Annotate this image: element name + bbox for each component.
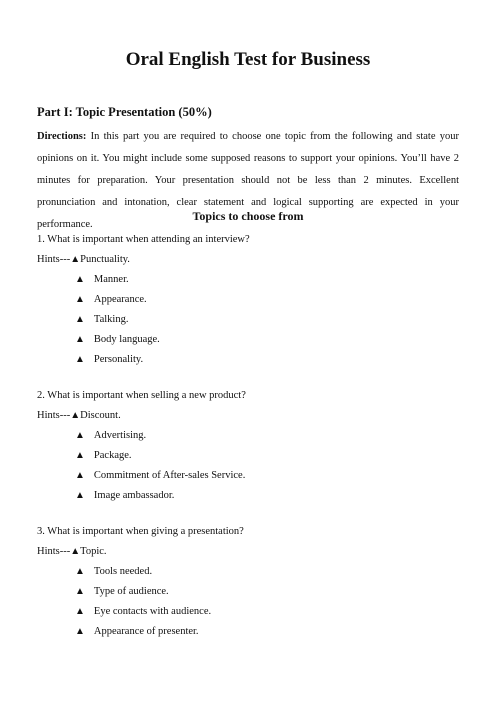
directions-label: Directions: — [37, 131, 87, 142]
hints-row — [37, 250, 467, 270]
triangle-bullet-icon: ▲ — [70, 410, 81, 421]
topics-heading: Topics to choose from — [192, 209, 304, 223]
hint-row — [37, 582, 467, 602]
topic-block — [37, 230, 467, 370]
hint-item: Punctuality. — [80, 254, 130, 265]
triangle-bullet-icon: ▲ — [75, 626, 85, 637]
hint-row — [37, 446, 467, 466]
hint-row — [37, 562, 467, 582]
hint-item: Topic. — [80, 546, 107, 557]
document-title: Oral English Test for Business — [125, 49, 371, 70]
triangle-bullet-icon: ▲ — [75, 450, 85, 461]
part-heading: Part I: Topic Presentation (50%) — [37, 105, 212, 119]
hints-row — [37, 406, 467, 426]
triangle-bullet-icon: ▲ — [75, 490, 85, 501]
triangle-bullet-icon: ▲ — [75, 470, 85, 481]
hint-item: Discount. — [80, 410, 121, 421]
triangle-bullet-icon: ▲ — [75, 274, 85, 285]
triangle-bullet-icon: ▲ — [70, 546, 81, 557]
hint-item: Commitment of After-sales Service. — [93, 470, 246, 481]
hint-row — [37, 350, 467, 370]
hints-prefix: Hints--- — [37, 410, 71, 421]
hint-item: Appearance of presenter. — [93, 626, 199, 637]
triangle-bullet-icon: ▲ — [75, 334, 85, 345]
hint-row — [37, 486, 467, 506]
triangle-bullet-icon: ▲ — [75, 314, 85, 325]
hints-prefix: Hints--- — [37, 254, 71, 265]
triangle-bullet-icon: ▲ — [75, 354, 85, 365]
topic-question: 3. What is important when giving a presentation? — [37, 526, 244, 537]
hint-item: Type of audience. — [93, 586, 169, 597]
triangle-bullet-icon: ▲ — [75, 294, 85, 305]
hint-row — [37, 270, 467, 290]
hint-row — [37, 602, 467, 622]
topic-question: 2. What is important when selling a new product? — [37, 390, 246, 401]
hint-item: Eye contacts with audience. — [93, 606, 212, 617]
hint-row — [37, 290, 467, 310]
hint-row — [37, 622, 467, 642]
hint-row — [37, 330, 467, 350]
topic-block — [37, 386, 467, 506]
hint-item: Body language. — [93, 334, 160, 345]
hint-item: Personality. — [93, 354, 144, 365]
hint-row — [37, 426, 467, 446]
hint-item: Package. — [93, 450, 132, 461]
triangle-bullet-icon: ▲ — [75, 606, 85, 617]
triangle-bullet-icon: ▲ — [75, 430, 85, 441]
directions-text: In this part you are required to choose one topic from the following and state your opinions on it. You might include some supposed reasons to support your opinions. You’ll have 2 minutes for preparation. Your presentation should not be less than 2 minutes. Excellent pronunciation and intonation, clear statement and logical supporting are expected in your performance. — [37, 131, 459, 230]
hint-row — [37, 310, 467, 330]
hint-item: Appearance. — [93, 294, 147, 305]
triangle-bullet-icon: ▲ — [70, 254, 81, 265]
hint-item: Advertising. — [93, 430, 147, 441]
hint-item: Manner. — [93, 274, 129, 285]
hints-prefix: Hints--- — [37, 546, 71, 557]
triangle-bullet-icon: ▲ — [75, 566, 85, 577]
topic-block — [37, 522, 467, 642]
hint-item: Talking. — [93, 314, 129, 325]
hint-item: Image ambassador. — [93, 490, 175, 501]
topic-question: 1. What is important when attending an interview? — [37, 234, 250, 245]
triangle-bullet-icon: ▲ — [75, 586, 85, 597]
hint-item: Tools needed. — [93, 566, 153, 577]
hint-row — [37, 466, 467, 486]
hints-row — [37, 542, 467, 562]
